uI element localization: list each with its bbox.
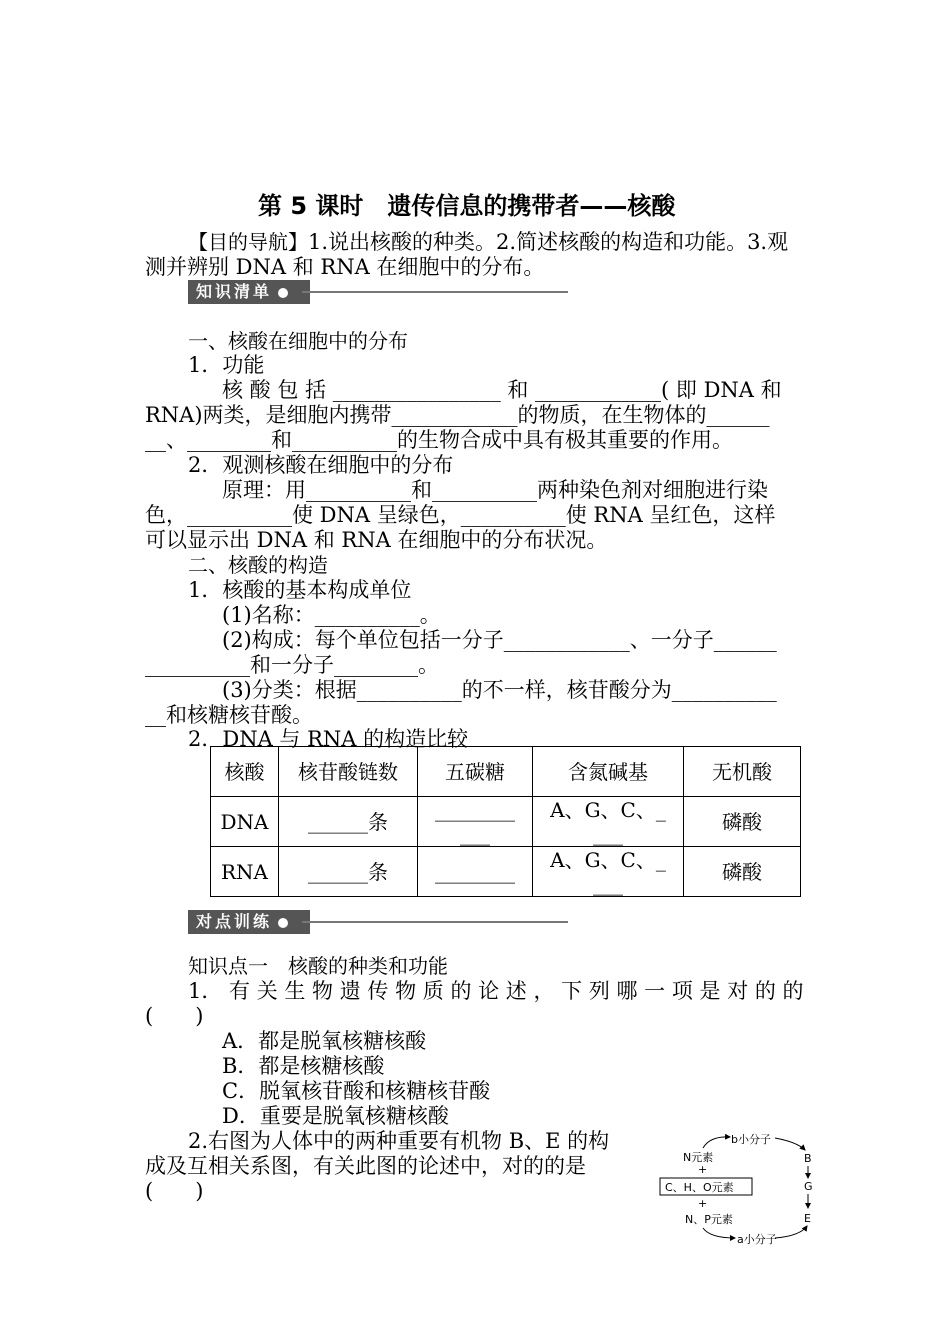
option-c: C．脱氧核苷酸和核糖核苷酸 <box>222 1079 491 1103</box>
paragraph-line: (3)分类：根据__________的不一样，核苷酸分为__________ <box>222 678 777 702</box>
table-cell: 磷酸 <box>684 847 801 897</box>
dot-icon <box>278 288 288 298</box>
table-cell: ______条 <box>279 847 418 897</box>
section-heading: 知识点一 核酸的种类和功能 <box>188 954 448 978</box>
plus-sign: + <box>698 1163 708 1176</box>
objective-line-2: 测并辨别 DNA 和 RNA 在细胞中的分布。 <box>145 255 545 279</box>
paragraph-line: 可以显示出 DNA 和 RNA 在细胞中的分布状况。 <box>145 528 608 552</box>
section-heading: 二、核酸的构造 <box>188 553 328 577</box>
table-cell: A、G、C、_ ___ <box>533 847 684 897</box>
paragraph-line: 原理：用__________和__________两种染色剂对细胞进行染 <box>222 478 768 502</box>
badge-knowledge-list: 知识清单 <box>188 280 310 304</box>
paragraph-line: __、________和__________的生物合成中具有极其重要的作用。 <box>145 428 733 452</box>
table-row <box>211 797 801 847</box>
table-header: 核苷酸链数 <box>279 747 418 797</box>
question-1: 1． 有 关 生 物 遗 传 物 质 的 论 述 ， 下 列 哪 一 项 是 对 的 的 <box>188 979 804 1003</box>
paragraph-line: __和核糖核苷酸。 <box>145 703 313 727</box>
table-cell: ________ ___ <box>418 797 533 847</box>
table-row <box>211 847 801 897</box>
paragraph-line: (1)名称：__________。 <box>222 603 441 627</box>
comparison-table <box>210 746 801 897</box>
option-b: B．都是核糖核酸 <box>222 1054 385 1078</box>
question-2-line-2: 成及互相关系图，有关此图的论述中，对的的是 <box>145 1154 586 1178</box>
objective-label: 【目的导航】 <box>188 230 308 254</box>
table-cell: ______条 <box>279 797 418 847</box>
table-header: 核酸 <box>211 747 279 797</box>
option-a: A．都是脱氧核糖核酸 <box>222 1029 427 1053</box>
np-element-label: N、P元素 <box>685 1213 733 1226</box>
item-heading: 2．观测核酸在细胞中的分布 <box>188 453 454 477</box>
paragraph-line: RNA)两类，是细胞内携带____________的物质，在生物体的______ <box>145 403 770 427</box>
table-cell: 磷酸 <box>684 797 801 847</box>
relationship-diagram <box>655 1128 820 1246</box>
table-header-row <box>211 747 801 797</box>
a-small-molecule-label: a小分子 <box>737 1233 777 1246</box>
table-header: 含氮碱基 <box>533 747 684 797</box>
badge-practice: 对点训练 <box>188 910 310 934</box>
page-title: 第 5 课时 遗传信息的携带者——核酸 <box>258 192 676 220</box>
e-label: E <box>804 1212 811 1225</box>
table-cell: A、G、C、_ ___ <box>533 797 684 847</box>
paragraph-line: 色，__________使 DNA 呈绿色，__________使 RNA 呈红色，这样 <box>145 503 776 527</box>
question-2-answer-brackets: ( ) <box>145 1179 204 1203</box>
paragraph-line: 核 酸 包 括 ________________ 和 ____________( 即 DNA 和 <box>222 378 782 402</box>
item-heading: 1．核酸的基本构成单位 <box>188 578 412 602</box>
plus-sign: + <box>698 1197 708 1210</box>
table-cell: ________ <box>418 847 533 897</box>
table-header: 五碳糖 <box>418 747 533 797</box>
divider <box>302 921 568 923</box>
question-1-answer-brackets: ( ) <box>145 1004 204 1028</box>
b-label: B <box>804 1152 812 1165</box>
section-heading: 一、核酸在细胞中的分布 <box>188 329 408 353</box>
cho-element-label: C、H、O元素 <box>665 1181 734 1194</box>
g-label: G <box>804 1180 813 1193</box>
n-element-label: N元素 <box>683 1151 714 1164</box>
item-heading: 1．功能 <box>188 353 265 377</box>
table-cell: RNA <box>211 847 279 897</box>
question-2: 2.右图为人体中的两种重要有机物 B、E 的构 <box>188 1129 610 1153</box>
table-cell: DNA <box>211 797 279 847</box>
divider <box>302 291 568 293</box>
option-d: D．重要是脱氧核糖核酸 <box>222 1104 449 1128</box>
paragraph-line: __________和一分子________。 <box>145 653 439 677</box>
paragraph-line: (2)构成：每个单位包括一分子____________、一分子______ <box>222 628 777 652</box>
dot-icon <box>278 918 288 928</box>
objective-line-1: 【目的导航】1.说出核酸的种类。2.简述核酸的构造和功能。3.观 <box>188 230 789 254</box>
b-small-molecule-label: b小分子 <box>731 1133 771 1146</box>
item-heading: 2．DNA 与 RNA 的构造比较 <box>188 727 469 751</box>
table-header: 无机酸 <box>684 747 801 797</box>
